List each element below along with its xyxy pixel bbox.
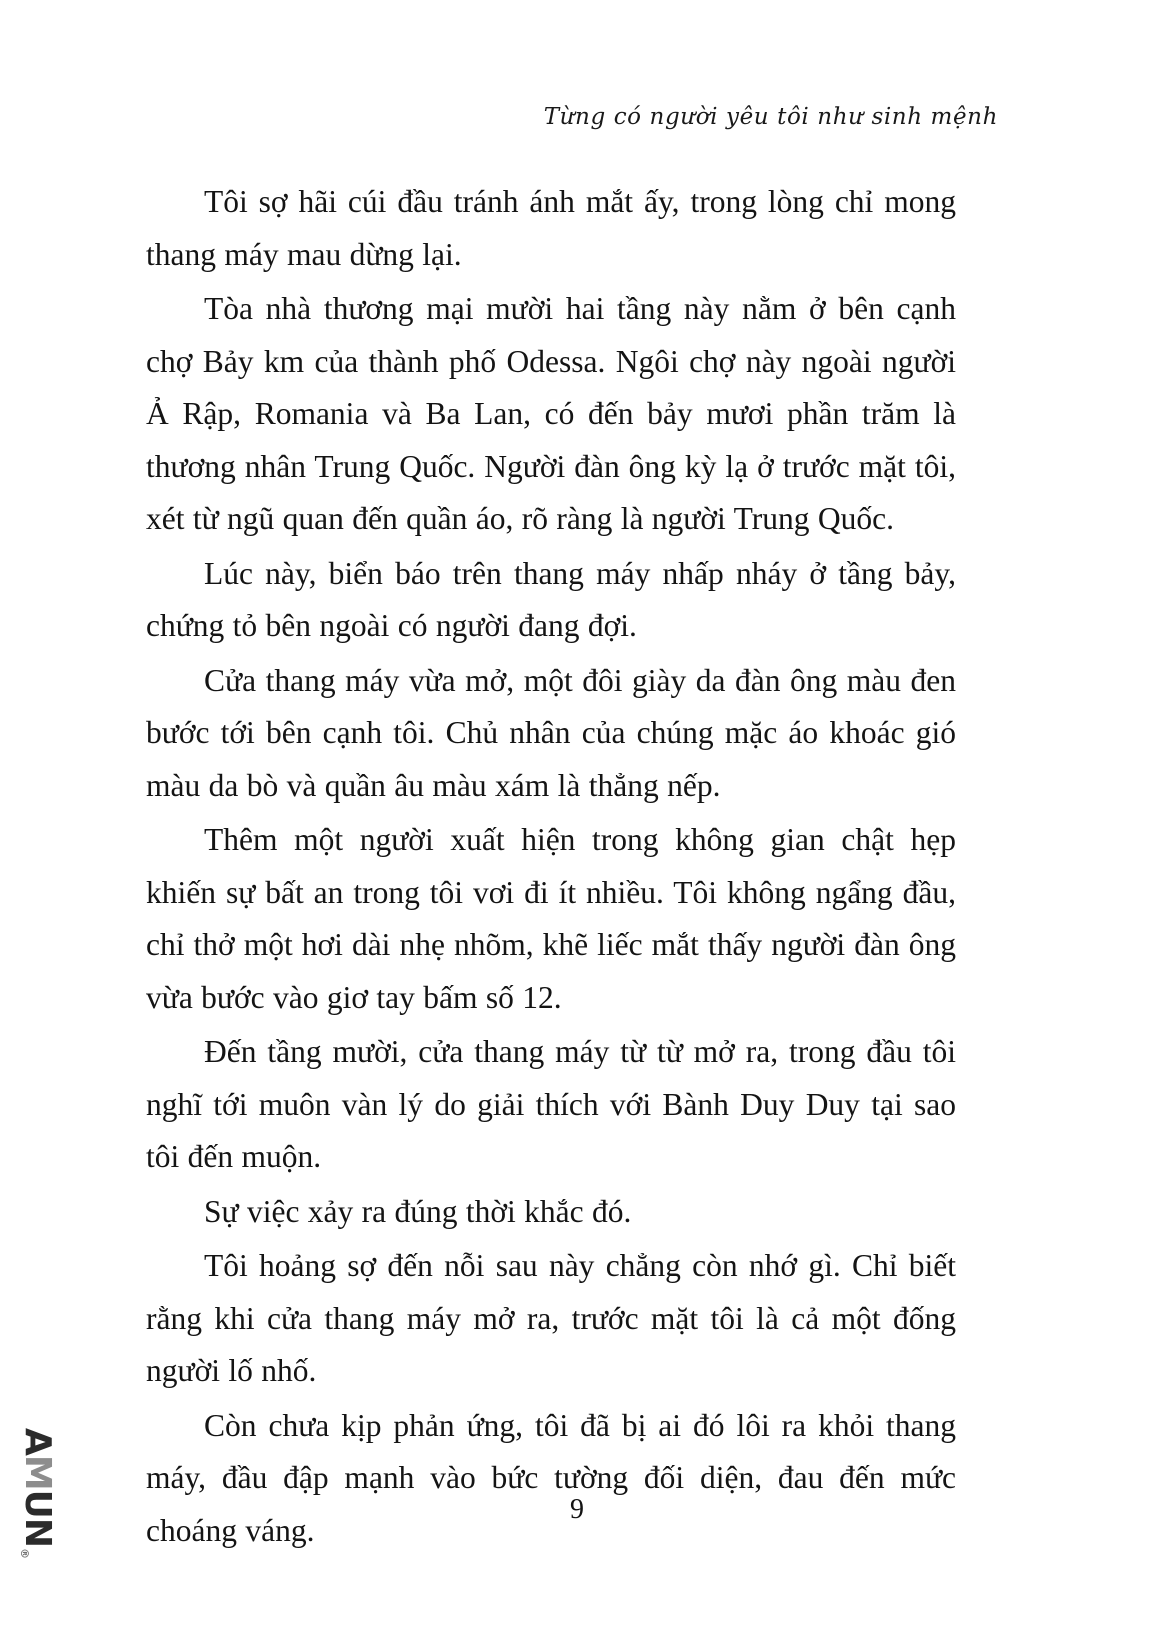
paragraph: Đến tầng mười, cửa thang máy từ từ mở ra, trong đầu tôi nghĩ tới muôn vàn lý do giải thích với Bành Duy Duy tại sao tôi đến muộn.	[146, 1034, 956, 1174]
logo-letter-m: M	[17, 1454, 58, 1490]
publisher-logo	[14, 1418, 60, 1568]
running-head: Từng có người yêu tôi như sinh mệnh	[543, 104, 998, 130]
body-text-block	[146, 176, 956, 1557]
logo-letter-a: A	[17, 1427, 58, 1455]
publisher-logo-wordmark	[17, 1427, 58, 1559]
paragraph: Sự việc xảy ra đúng thời khắc đó.	[204, 1193, 632, 1229]
logo-letter-n: N	[17, 1517, 58, 1548]
paragraph: Thêm một người xuất hiện trong không gian chật hẹp khiến sự bất an trong tôi vơi đi ít nhiều. Tôi không ngẩng đầu, chỉ thở một hơi dài nhẹ nhõm, khẽ liếc mắt thấy người đàn ông vừa bước vào giơ tay bấm số 12.	[146, 822, 956, 1015]
paragraph: Tôi sợ hãi cúi đầu tránh ánh mắt ấy, trong lòng chỉ mong thang máy mau dừng lại.	[146, 184, 956, 272]
paragraph: Lúc này, biển báo trên thang máy nhấp nháy ở tầng bảy, chứng tỏ bên ngoài có người đang đợi.	[146, 555, 956, 643]
paragraph: Tôi hoảng sợ đến nỗi sau này chẳng còn nhớ gì. Chỉ biết rằng khi cửa thang máy mở ra, trước mặt tôi là cả một đống người lố nhố.	[146, 1248, 956, 1388]
page-number: 9	[570, 1494, 584, 1525]
paragraph: Còn chưa kịp phản ứng, tôi đã bị ai đó lôi ra khỏi thang máy, đầu đập mạnh vào bức tường đối diện, đau đến mức choáng váng.	[146, 1407, 956, 1548]
paragraph: Tòa nhà thương mại mười hai tầng này nằm ở bên cạnh chợ Bảy km của thành phố Odessa. Ngôi chợ này ngoài người Ả Rập, Romania và Ba Lan, có đến bảy mươi phần trăm là thương nhân Trung Quốc. Người đàn ông kỳ lạ ở trước mặt tôi, xét từ ngũ quan đến quần áo, rõ ràng là người Trung Quốc.	[146, 291, 956, 536]
logo-letter-u: U	[17, 1489, 58, 1518]
registered-trademark-icon: ®	[18, 1548, 31, 1559]
paragraph: Cửa thang máy vừa mở, một đôi giày da đàn ông màu đen bước tới bên cạnh tôi. Chủ nhân của chúng mặc áo khoác gió màu da bò và quần âu màu xám là thẳng nếp.	[146, 662, 956, 803]
